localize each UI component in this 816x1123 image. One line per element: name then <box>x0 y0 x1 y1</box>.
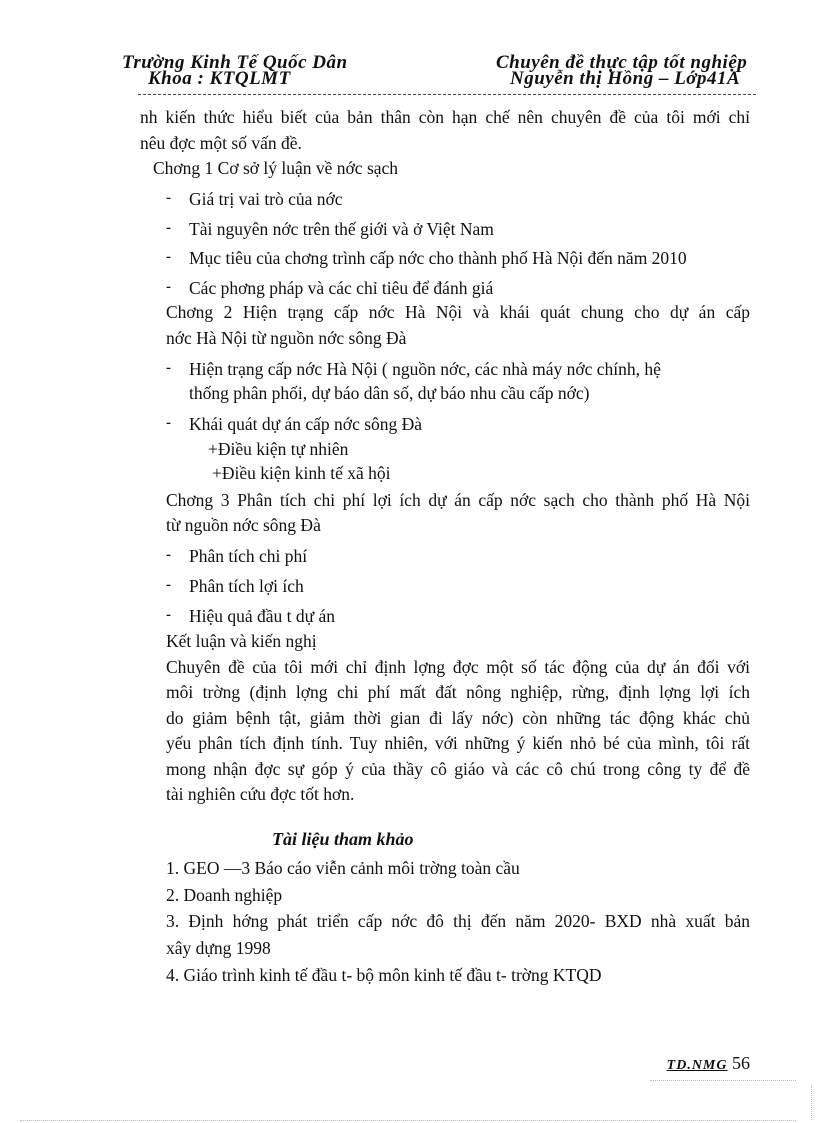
intro-line-2: nêu đợc một số vấn đề. <box>140 133 302 153</box>
chapter-2-subitem: +Điều kiện kinh tế xã hội <box>212 463 391 483</box>
chapter-3-item: - Phân tích lợi ích <box>166 572 304 599</box>
header-faculty: Khoa : KTQLMT <box>148 68 291 89</box>
bullet-dash-icon: - <box>166 190 171 206</box>
chapter-2-item-continuation: thống phân phối, dự báo dân số, dự báo nhu cầu cấp nớc) <box>189 383 590 403</box>
header-report-title: Chuyên đề thực tập tốt nghiệp <box>496 52 748 73</box>
bullet-dash-icon: - <box>166 360 171 376</box>
chapter-2-title-line-2: nớc Hà Nội từ nguồn nớc sông Đà <box>166 328 407 348</box>
references-title: Tài liệu tham khảo <box>272 829 414 849</box>
chapter-3-item: - Phân tích chi phí <box>166 542 307 569</box>
reference-item: 3. Định hớng phát triển cấp nớc đô thị đến năm 2020- BXD nhà xuất bản <box>166 911 750 931</box>
conclusion-line: mong nhận đợc sự góp ý của thầy cô giáo và các cô chú trong công ty để đề <box>166 759 750 779</box>
page-number: 56 <box>732 1053 750 1073</box>
intro-line-1: nh kiến thức hiểu biết của bản thân còn hạn chế nên chuyên đề của tôi mới chỉ <box>140 107 750 127</box>
bullet-dash-icon: - <box>166 249 171 265</box>
header-author: Nguyễn thị Hồng – Lớp41A <box>510 68 741 89</box>
conclusion-line: môi trờng (định lợng chi phí mất đất nông nghiệp, rừng, định lợng lợi ích <box>166 682 750 702</box>
chapter-2-item: - Hiện trạng cấp nớc Hà Nội ( nguồn nớc, các nhà máy nớc chính, hệ <box>166 355 661 382</box>
reference-item: 4. Giáo trình kinh tế đầu t- bộ môn kinh tế đầu t- trờng KTQD <box>166 965 602 985</box>
conclusion-line: Chuyên đề của tôi mới chỉ định lợng đợc một số tác động của dự án đối với <box>166 657 750 677</box>
conclusion-line-last: tài nghiên cứu đợc tốt hơn. <box>166 784 355 804</box>
page-footer <box>667 1053 750 1074</box>
bullet-dash-icon: - <box>166 279 171 295</box>
chapter-3-title-line-2: từ nguồn nớc sông Đà <box>166 515 321 535</box>
bullet-dash-icon: - <box>166 607 171 623</box>
header-divider <box>138 94 756 96</box>
reference-item-continuation: xây dựng 1998 <box>166 938 271 958</box>
header-school: Trường Kinh Tế Quốc Dân <box>122 52 348 73</box>
bullet-dash-icon: - <box>166 415 171 431</box>
conclusion-title: Kết luận và kiến nghị <box>166 631 317 651</box>
footer-signature: TD.NMG <box>666 1058 728 1073</box>
chapter-2-title-line-1: Chơng 2 Hiện trạng cấp nớc Hà Nội và khái quát chung cho dự án cấp <box>166 302 750 322</box>
page-bottom-dotted-rule <box>20 1120 796 1121</box>
conclusion-line: yếu phân tích định tính. Tuy nhiên, với những ý kiến nhỏ bé của mình, tôi rất <box>166 733 750 753</box>
footer-dotted-rule <box>650 1080 796 1081</box>
chapter-2-subitem: +Điều kiện tự nhiên <box>208 439 349 459</box>
conclusion-line: do giảm bệnh tật, giảm thời gian đi lấy nớc) còn những tác động khác chủ <box>166 708 750 728</box>
chapter-3-title-line-1: Chơng 3 Phân tích chi phí lợi ích dự án cấp nớc sạch cho thành phố Hà Nội <box>166 490 750 510</box>
chapter-1-item: - Mục tiêu của chơng trình cấp nớc cho thành phố Hà Nội đến năm 2010 <box>166 244 687 271</box>
bullet-dash-icon: - <box>166 577 171 593</box>
chapter-1-item: - Giá trị vai trò của nớc <box>166 185 343 212</box>
chapter-1-item: - Các phơng pháp và các chỉ tiêu để đánh giá <box>166 274 493 301</box>
chapter-1-title: Chơng 1 Cơ sở lý luận về nớc sạch <box>153 158 399 178</box>
chapter-3-item: - Hiệu quả đầu t dự án <box>166 602 335 629</box>
bullet-dash-icon: - <box>166 547 171 563</box>
chapter-1-item: - Tài nguyên nớc trên thế giới và ở Việt Nam <box>166 215 494 242</box>
reference-item: 2. Doanh nghiệp <box>166 885 283 905</box>
page-edge-dotted-rule <box>811 1085 812 1120</box>
bullet-dash-icon: - <box>166 220 171 236</box>
chapter-2-item: - Khái quát dự án cấp nớc sông Đà <box>166 410 422 437</box>
reference-item: 1. GEO —3 Báo cáo viễn cảnh môi trờng toàn cầu <box>166 858 520 878</box>
